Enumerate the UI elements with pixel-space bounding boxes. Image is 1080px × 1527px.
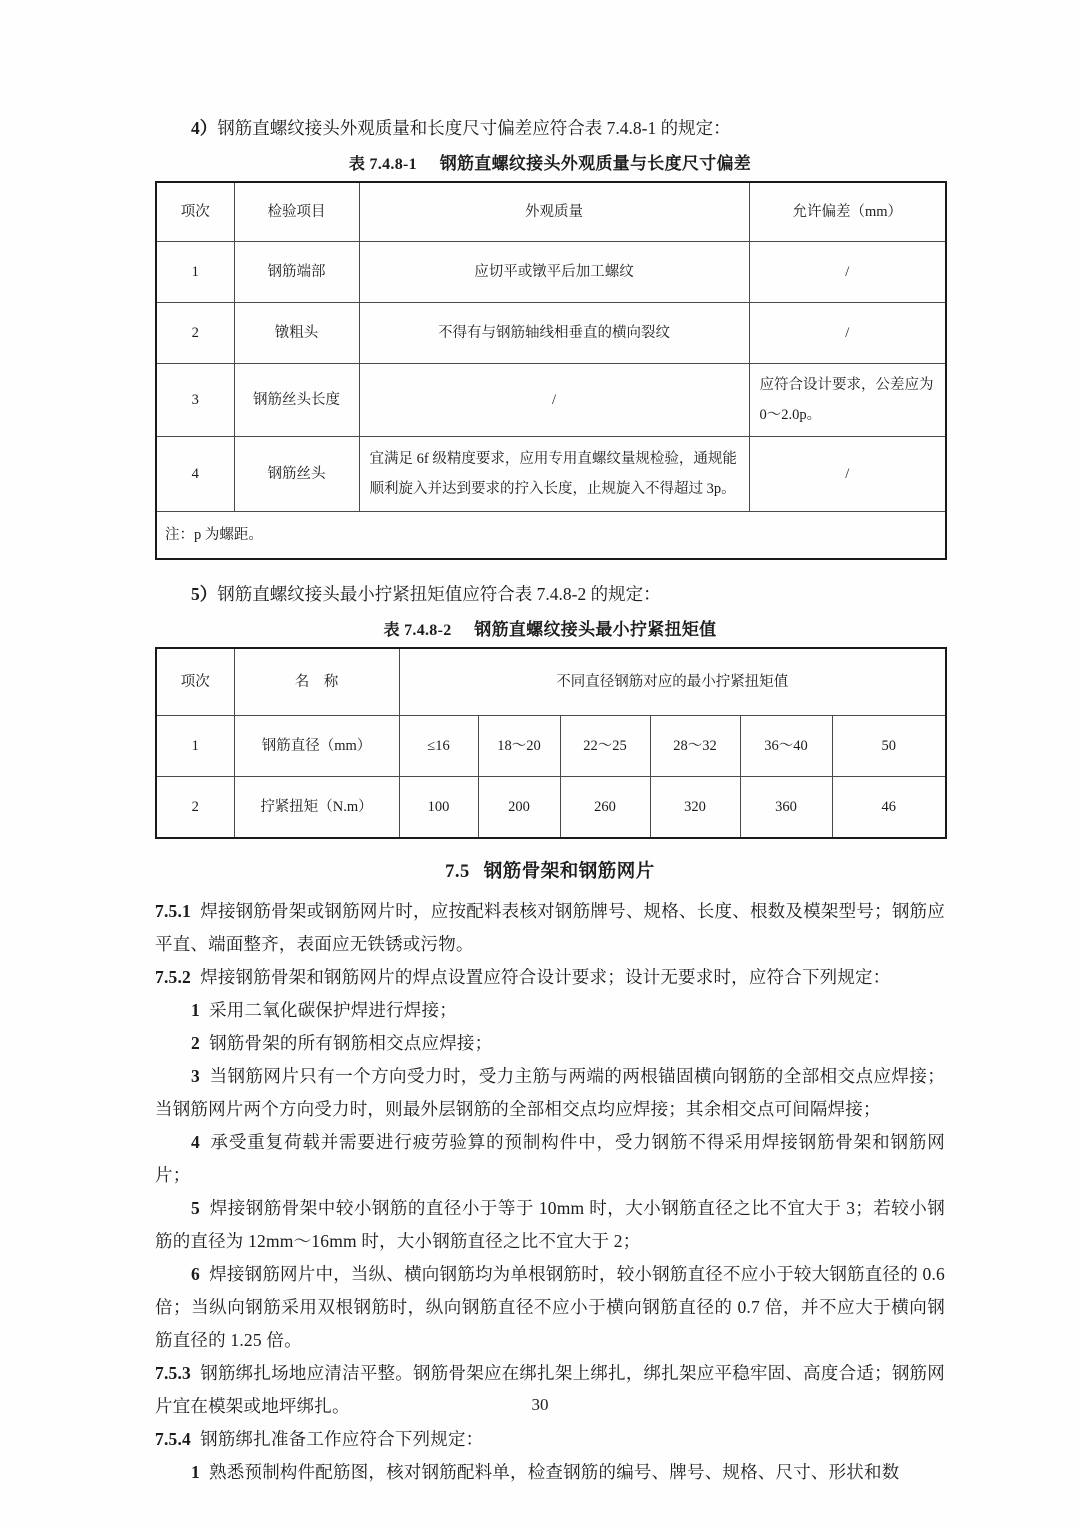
table1-note: 注：p 为螺距。 xyxy=(156,512,946,560)
table1-header-row xyxy=(156,182,946,242)
table2-row2-index: 2 xyxy=(156,777,234,839)
table2-header-cell-1: 名 称 xyxy=(234,648,399,716)
clause-7-5-1-text: 焊接钢筋骨架或钢筋网片时，应按配料表核对钢筋牌号、规格、长度、根数及模架型号；钢筋应平直、端面整齐，表面应无铁锈或污物。 xyxy=(155,901,945,954)
table1-header-cell-3: 允许偏差（mm） xyxy=(749,182,946,242)
table2-caption xyxy=(155,615,945,640)
table2-row2-value-5: 46 xyxy=(832,777,946,839)
table2-row1-value-4: 36～40 xyxy=(740,716,832,777)
list-item-4-text: 承受重复荷载并需要进行疲劳验算的预制构件中，受力钢筋不得采用焊接钢筋骨架和钢筋网片； xyxy=(155,1132,945,1185)
section-heading-7-5 xyxy=(155,857,945,883)
table1-caption-number: 表 7.4.8-1 xyxy=(348,156,417,173)
table1-row3-index: 3 xyxy=(156,364,234,437)
list-item-5-text: 焊接钢筋骨架中较小钢筋的直径小于等于 10mm 时，大小钢筋直径之比不宜大于 3；若较小钢筋的直径为 12mm～16mm 时，大小钢筋直径之比不宜大于 2； xyxy=(155,1198,945,1251)
spacer xyxy=(155,560,945,578)
list-item-3-text: 当钢筋网片只有一个方向受力时，受力主筋与两端的两根锚固横向钢筋的全部相交点应焊接；当钢筋网片两个方向受力时，则最外层钢筋的全部相交点均应焊接；其余相交点可间隔焊接； xyxy=(155,1066,945,1119)
table2-row2-value-2: 260 xyxy=(560,777,650,839)
list-item-4-number: 4 xyxy=(191,1132,200,1152)
table1-row3-item: 钢筋丝头长度 xyxy=(234,364,359,437)
table2-row1-value-2: 22～25 xyxy=(560,716,650,777)
clause-7-5-2-text: 焊接钢筋骨架和钢筋网片的焊点设置应符合设计要求；设计无要求时，应符合下列规定： xyxy=(200,967,891,987)
table-row xyxy=(156,303,946,364)
table1-row4-appearance: 宜满足 6f 级精度要求，应用专用直螺纹量规检验，通规能顺利旋入并达到要求的拧入长度，止规旋入不得超过 3p。 xyxy=(359,437,749,512)
table-row xyxy=(156,242,946,303)
list754-item-1-number: 1 xyxy=(191,1462,200,1482)
table-7-4-8-1 xyxy=(155,181,947,560)
clause-7-5-3-number: 7.5.3 xyxy=(155,1363,191,1383)
clause-7-5-3-text: 钢筋绑扎场地应清洁平整。钢筋骨架应在绑扎架上绑扎，绑扎架应平稳牢固、高度合适；钢筋网片宜在模架或地坪绑扎。 xyxy=(155,1363,945,1416)
clause-7-5-4-number: 7.5.4 xyxy=(155,1429,191,1449)
table2-header-cell-2: 不同直径钢筋对应的最小拧紧扭矩值 xyxy=(399,648,946,716)
list-item-6-text: 焊接钢筋网片中，当纵、横向钢筋均为单根钢筋时，较小钢筋直径不应小于较大钢筋直径的 0.6 倍；当纵向钢筋采用双根钢筋时，纵向钢筋直径不应小于横向钢筋直径的 0.7 倍，并不应大于横向钢筋直径的 1.25 倍。 xyxy=(155,1264,946,1350)
list-item-5-number: 5 xyxy=(191,1198,200,1218)
table1-row2-item: 镦粗头 xyxy=(234,303,359,364)
list-item xyxy=(155,1060,945,1126)
table1-header-cell-0: 项次 xyxy=(156,182,234,242)
table1-caption xyxy=(155,149,945,174)
clause-7-5-4 xyxy=(155,1423,945,1456)
table1-row4-tolerance: / xyxy=(749,437,946,512)
list-item xyxy=(155,1456,945,1489)
item-5-text: 钢筋直螺纹接头最小拧紧扭矩值应符合表 7.4.8-2 的规定： xyxy=(217,584,661,604)
table1-note-row xyxy=(156,512,946,560)
table2-row2-value-3: 320 xyxy=(650,777,740,839)
table2-row1-name: 钢筋直径（mm） xyxy=(234,716,399,777)
table2-header-row xyxy=(156,648,946,716)
paragraph-item-4 xyxy=(155,112,945,144)
table1-row1-index: 1 xyxy=(156,242,234,303)
list-item-1-text: 采用二氧化碳保护焊进行焊接； xyxy=(209,1000,457,1020)
table2-row2-value-0: 100 xyxy=(399,777,478,839)
table1-row1-appearance: 应切平或镦平后加工螺纹 xyxy=(359,242,749,303)
list-item-1-number: 1 xyxy=(191,1000,200,1020)
section-heading-number: 7.5 xyxy=(445,862,470,882)
table2-row1-value-1: 18～20 xyxy=(478,716,560,777)
table2-row1-value-0: ≤16 xyxy=(399,716,478,777)
table1-row1-item: 钢筋端部 xyxy=(234,242,359,303)
table2-row2-value-1: 200 xyxy=(478,777,560,839)
item-5-marker: 5） xyxy=(191,584,218,604)
table2-caption-number: 表 7.4.8-2 xyxy=(383,622,452,639)
table1-row3-tolerance: 应符合设计要求，公差应为 0～2.0p。 xyxy=(749,364,946,437)
clause-7-5-2-number: 7.5.2 xyxy=(155,967,191,987)
table-row xyxy=(156,777,946,839)
table1-row3-appearance: / xyxy=(359,364,749,437)
table1-row4-index: 4 xyxy=(156,437,234,512)
table1-row4-item: 钢筋丝头 xyxy=(234,437,359,512)
table-7-4-8-2 xyxy=(155,647,947,839)
table2-row2-value-4: 360 xyxy=(740,777,832,839)
paragraph-item-5 xyxy=(155,578,945,610)
table1-row2-index: 2 xyxy=(156,303,234,364)
table2-row2-name: 拧紧扭矩（N.m） xyxy=(234,777,399,839)
table-row xyxy=(156,437,946,512)
table-row xyxy=(156,364,946,437)
table2-caption-title: 钢筋直螺纹接头最小拧紧扭矩值 xyxy=(474,620,717,639)
table1-header-cell-1: 检验项目 xyxy=(234,182,359,242)
list-item xyxy=(155,1192,945,1258)
table1-caption-title: 钢筋直螺纹接头外观质量与长度尺寸偏差 xyxy=(439,154,752,173)
item-4-text: 钢筋直螺纹接头外观质量和长度尺寸偏差应符合表 7.4.8-1 的规定： xyxy=(217,118,731,138)
item-4-marker: 4） xyxy=(191,118,218,138)
list-item-6-number: 6 xyxy=(191,1264,200,1284)
clause-7-5-2 xyxy=(155,961,945,994)
page-content xyxy=(155,112,945,1489)
section-heading-title: 钢筋骨架和钢筋网片 xyxy=(483,862,655,882)
table-row xyxy=(156,716,946,777)
list-item xyxy=(155,1027,945,1060)
list-item xyxy=(155,994,945,1027)
list754-item-1-text: 熟悉预制构件配筋图，核对钢筋配料单，检查钢筋的编号、牌号、规格、尺寸、形状和数 xyxy=(209,1462,900,1482)
table1-row1-tolerance: / xyxy=(749,242,946,303)
page-number: 30 xyxy=(531,1395,549,1414)
table2-header-cell-0: 项次 xyxy=(156,648,234,716)
list-item xyxy=(155,1126,945,1192)
clause-7-5-1 xyxy=(155,895,945,961)
table1-row2-tolerance: / xyxy=(749,303,946,364)
list-item xyxy=(155,1258,945,1357)
table2-row1-value-5: 50 xyxy=(832,716,946,777)
table2-row1-value-3: 28～32 xyxy=(650,716,740,777)
table2-row1-index: 1 xyxy=(156,716,234,777)
list-item-3-number: 3 xyxy=(191,1066,200,1086)
clause-7-5-1-number: 7.5.1 xyxy=(155,901,191,921)
clause-7-5-4-text: 钢筋绑扎准备工作应符合下列规定： xyxy=(200,1429,484,1449)
table1-row2-appearance: 不得有与钢筋轴线相垂直的横向裂纹 xyxy=(359,303,749,364)
table1-header-cell-2: 外观质量 xyxy=(359,182,749,242)
list-item-2-number: 2 xyxy=(191,1033,200,1053)
list-item-2-text: 钢筋骨架的所有钢筋相交点应焊接； xyxy=(209,1033,493,1053)
